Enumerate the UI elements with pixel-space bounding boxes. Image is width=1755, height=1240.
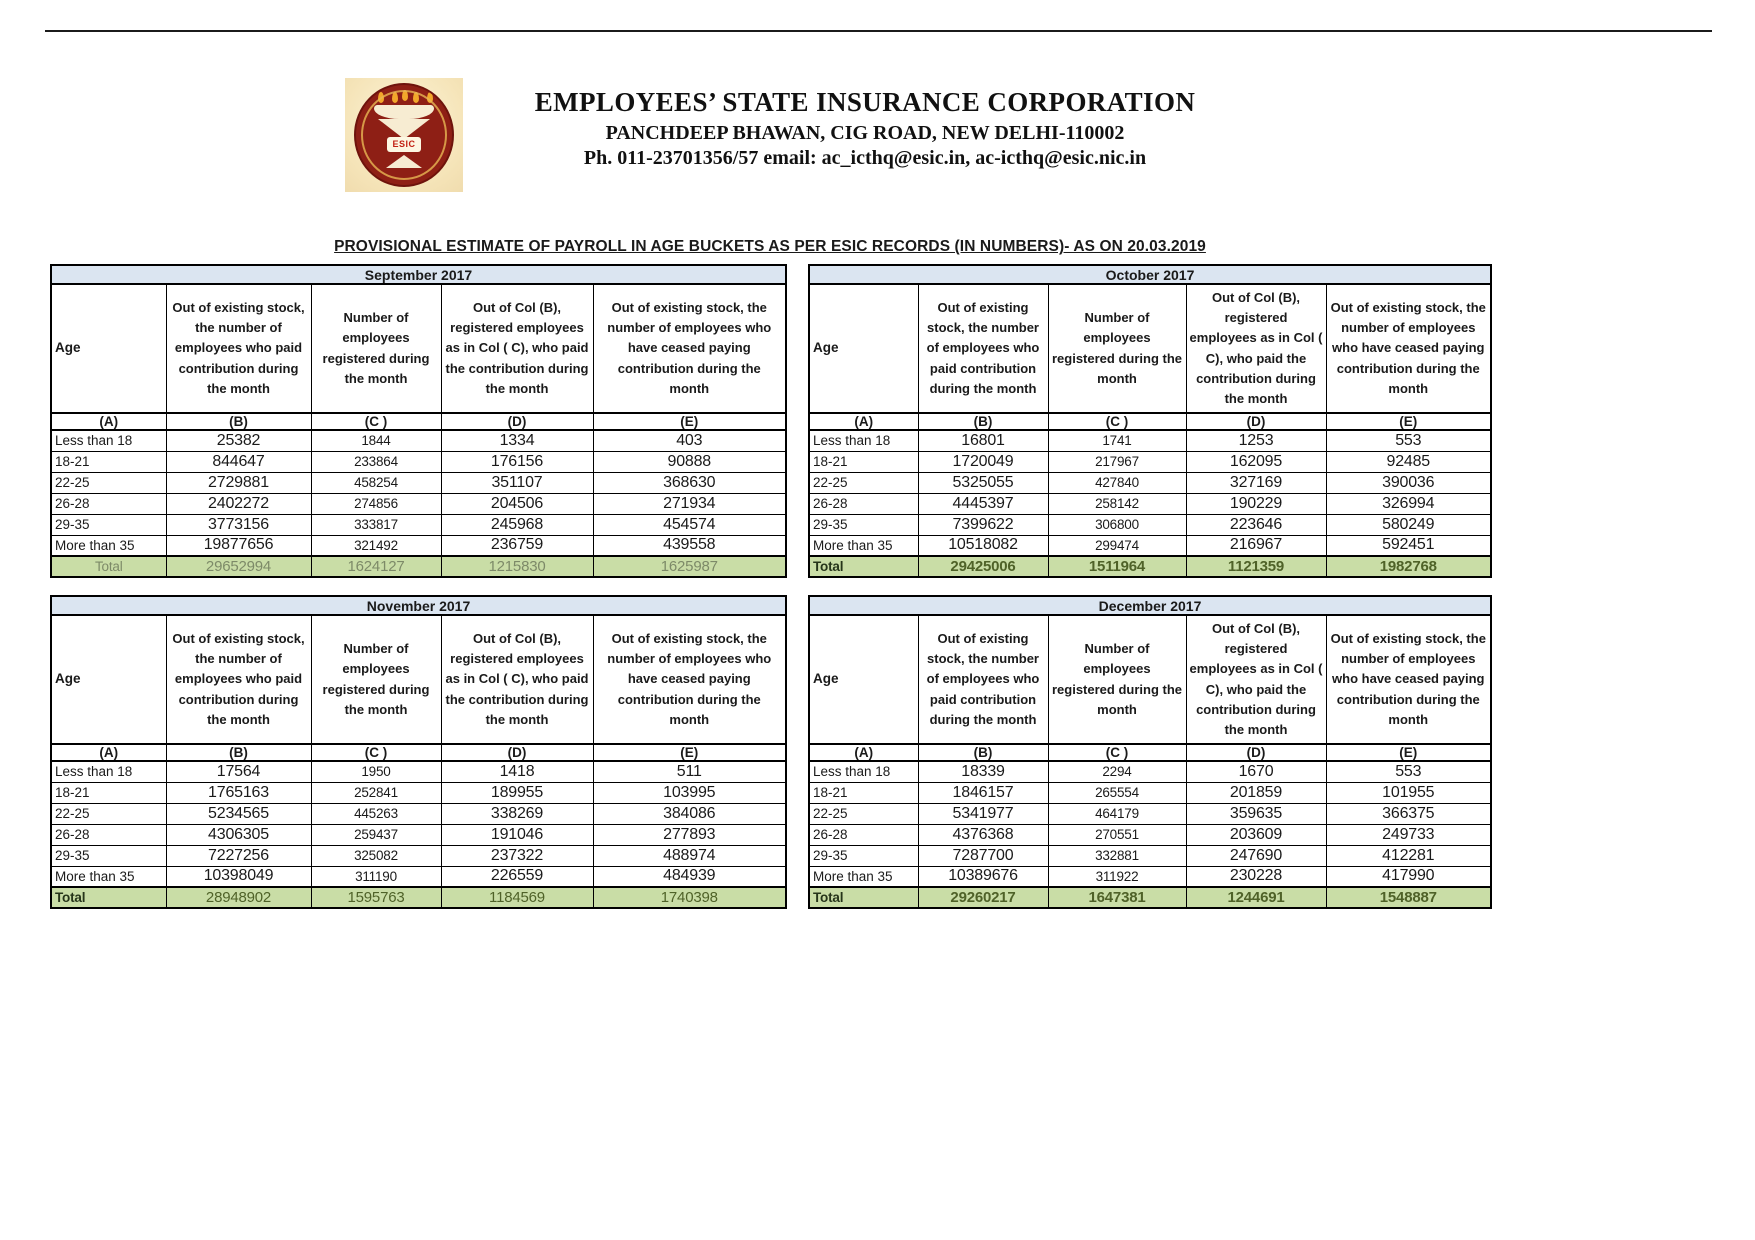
age-bucket-label: Less than 18 bbox=[51, 430, 166, 451]
value-cell: 217967 bbox=[1048, 451, 1186, 472]
age-bucket-label: Less than 18 bbox=[809, 430, 918, 451]
total-value-cell: 1982768 bbox=[1326, 556, 1491, 577]
value-cell: 237322 bbox=[441, 845, 593, 866]
value-cell: 439558 bbox=[593, 535, 786, 556]
value-cell: 189955 bbox=[441, 782, 593, 803]
value-cell: 3773156 bbox=[166, 514, 311, 535]
total-value-cell: 1548887 bbox=[1326, 887, 1491, 908]
payroll-table-november-2017 bbox=[50, 595, 787, 909]
lamp-icon bbox=[374, 105, 434, 119]
value-cell: 844647 bbox=[166, 451, 311, 472]
total-row bbox=[809, 556, 1491, 577]
age-row bbox=[51, 493, 786, 514]
value-cell: 10398049 bbox=[166, 866, 311, 887]
column-header: Age bbox=[51, 615, 166, 744]
age-row bbox=[809, 451, 1491, 472]
value-cell: 245968 bbox=[441, 514, 593, 535]
value-cell: 445263 bbox=[311, 803, 441, 824]
age-row bbox=[51, 866, 786, 887]
total-value-cell: 1215830 bbox=[441, 556, 593, 577]
total-value-cell: 1244691 bbox=[1186, 887, 1326, 908]
value-cell: 7287700 bbox=[918, 845, 1048, 866]
column-header: Out of existing stock, the number of employees who paid contribution during the month bbox=[166, 284, 311, 413]
month-header-row bbox=[809, 265, 1491, 284]
column-header: Out of existing stock, the number of employees who have ceased paying contribution during the month bbox=[1326, 615, 1491, 744]
column-header: Out of existing stock, the number of employees who paid contribution during the month bbox=[166, 615, 311, 744]
total-label: Total bbox=[809, 887, 918, 908]
value-cell: 16801 bbox=[918, 430, 1048, 451]
column-header-row bbox=[51, 615, 786, 744]
value-cell: 390036 bbox=[1326, 472, 1491, 493]
value-cell: 274856 bbox=[311, 493, 441, 514]
age-row bbox=[809, 493, 1491, 514]
total-label: Total bbox=[51, 887, 166, 908]
value-cell: 4376368 bbox=[918, 824, 1048, 845]
column-letter-row bbox=[51, 744, 786, 761]
age-row bbox=[51, 782, 786, 803]
age-bucket-label: 18-21 bbox=[51, 782, 166, 803]
org-header-text bbox=[480, 88, 1250, 170]
table-host-october-2017 bbox=[808, 264, 1490, 578]
value-cell: 19877656 bbox=[166, 535, 311, 556]
value-cell: 333817 bbox=[311, 514, 441, 535]
value-cell: 191046 bbox=[441, 824, 593, 845]
payroll-table-september-2017 bbox=[50, 264, 787, 578]
value-cell: 1741 bbox=[1048, 430, 1186, 451]
value-cell: 484939 bbox=[593, 866, 786, 887]
value-cell: 252841 bbox=[311, 782, 441, 803]
total-value-cell: 29260217 bbox=[918, 887, 1048, 908]
value-cell: 366375 bbox=[1326, 803, 1491, 824]
month-header-row bbox=[51, 596, 786, 615]
org-contact: Ph. 011-23701356/57 email: ac_icthq@esic.in, ac-icthq@esic.nic.in bbox=[583, 146, 1147, 169]
lamp-flame-icon bbox=[378, 92, 384, 103]
value-cell: 1844 bbox=[311, 430, 441, 451]
value-cell: 458254 bbox=[311, 472, 441, 493]
total-value-cell: 1647381 bbox=[1048, 887, 1186, 908]
lamp-icon bbox=[386, 155, 422, 168]
value-cell: 488974 bbox=[593, 845, 786, 866]
value-cell: 223646 bbox=[1186, 514, 1326, 535]
value-cell: 553 bbox=[1326, 761, 1491, 782]
total-value-cell: 1121359 bbox=[1186, 556, 1326, 577]
total-label: Total bbox=[809, 556, 918, 577]
value-cell: 351107 bbox=[441, 472, 593, 493]
column-letter: (C ) bbox=[1048, 744, 1186, 761]
value-cell: 5341977 bbox=[918, 803, 1048, 824]
column-letter: (E) bbox=[1326, 413, 1491, 430]
value-cell: 233864 bbox=[311, 451, 441, 472]
payroll-table-october-2017 bbox=[808, 264, 1492, 578]
column-header: Out of existing stock, the number of employees who have ceased paying contribution during the month bbox=[593, 615, 786, 744]
column-letter: (D) bbox=[441, 744, 593, 761]
value-cell: 580249 bbox=[1326, 514, 1491, 535]
column-header: Age bbox=[809, 615, 918, 744]
column-header: Number of employees registered during the month bbox=[1048, 615, 1186, 744]
age-row bbox=[809, 803, 1491, 824]
age-row bbox=[51, 845, 786, 866]
value-cell: 2294 bbox=[1048, 761, 1186, 782]
age-bucket-label: 18-21 bbox=[809, 782, 918, 803]
value-cell: 412281 bbox=[1326, 845, 1491, 866]
age-row bbox=[809, 535, 1491, 556]
payroll-tables-grid bbox=[50, 264, 1490, 909]
age-row bbox=[809, 514, 1491, 535]
value-cell: 1846157 bbox=[918, 782, 1048, 803]
value-cell: 258142 bbox=[1048, 493, 1186, 514]
value-cell: 2402272 bbox=[166, 493, 311, 514]
value-cell: 592451 bbox=[1326, 535, 1491, 556]
total-value-cell: 1740398 bbox=[593, 887, 786, 908]
column-letter-row bbox=[51, 413, 786, 430]
column-letter: (C ) bbox=[311, 413, 441, 430]
age-row bbox=[809, 472, 1491, 493]
value-cell: 216967 bbox=[1186, 535, 1326, 556]
column-letter-row bbox=[809, 413, 1491, 430]
value-cell: 332881 bbox=[1048, 845, 1186, 866]
age-row bbox=[809, 866, 1491, 887]
value-cell: 1670 bbox=[1186, 761, 1326, 782]
value-cell: 368630 bbox=[593, 472, 786, 493]
age-bucket-label: 29-35 bbox=[809, 845, 918, 866]
total-value-cell: 1511964 bbox=[1048, 556, 1186, 577]
age-bucket-label: 18-21 bbox=[51, 451, 166, 472]
age-bucket-label: 22-25 bbox=[51, 803, 166, 824]
age-bucket-label: 22-25 bbox=[809, 472, 918, 493]
age-row bbox=[809, 845, 1491, 866]
age-bucket-label: More than 35 bbox=[809, 535, 918, 556]
value-cell: 327169 bbox=[1186, 472, 1326, 493]
value-cell: 203609 bbox=[1186, 824, 1326, 845]
value-cell: 454574 bbox=[593, 514, 786, 535]
value-cell: 90888 bbox=[593, 451, 786, 472]
column-letter: (E) bbox=[593, 744, 786, 761]
value-cell: 325082 bbox=[311, 845, 441, 866]
esic-logo-text: ESIC bbox=[387, 137, 421, 152]
value-cell: 10518082 bbox=[918, 535, 1048, 556]
age-row bbox=[51, 761, 786, 782]
value-cell: 5325055 bbox=[918, 472, 1048, 493]
value-cell: 265554 bbox=[1048, 782, 1186, 803]
value-cell: 17564 bbox=[166, 761, 311, 782]
column-letter: (E) bbox=[1326, 744, 1491, 761]
age-row bbox=[809, 430, 1491, 451]
column-header: Out of existing stock, the number of employees who have ceased paying contribution during the month bbox=[593, 284, 786, 413]
age-row bbox=[51, 472, 786, 493]
value-cell: 271934 bbox=[593, 493, 786, 514]
age-bucket-label: More than 35 bbox=[809, 866, 918, 887]
value-cell: 249733 bbox=[1326, 824, 1491, 845]
column-letter: (D) bbox=[1186, 413, 1326, 430]
table-host-november-2017 bbox=[50, 595, 785, 909]
column-header: Out of existing stock, the number of employees who paid contribution during the month bbox=[918, 615, 1048, 744]
column-header-row bbox=[809, 615, 1491, 744]
age-bucket-label: 29-35 bbox=[51, 845, 166, 866]
month-header-row bbox=[809, 596, 1491, 615]
age-bucket-label: 26-28 bbox=[809, 493, 918, 514]
value-cell: 18339 bbox=[918, 761, 1048, 782]
column-letter: (B) bbox=[918, 744, 1048, 761]
payroll-table-december-2017 bbox=[808, 595, 1492, 909]
value-cell: 204506 bbox=[441, 493, 593, 514]
age-row bbox=[51, 451, 786, 472]
column-header: Number of employees registered during the month bbox=[311, 615, 441, 744]
total-row bbox=[51, 556, 786, 577]
value-cell: 2729881 bbox=[166, 472, 311, 493]
esic-logo-oval-icon bbox=[354, 83, 454, 187]
value-cell: 103995 bbox=[593, 782, 786, 803]
value-cell: 427840 bbox=[1048, 472, 1186, 493]
value-cell: 247690 bbox=[1186, 845, 1326, 866]
total-row bbox=[51, 887, 786, 908]
value-cell: 190229 bbox=[1186, 493, 1326, 514]
age-row bbox=[51, 514, 786, 535]
column-letter: (B) bbox=[166, 413, 311, 430]
value-cell: 230228 bbox=[1186, 866, 1326, 887]
column-letter: (B) bbox=[166, 744, 311, 761]
lamp-icon bbox=[378, 119, 430, 139]
total-value-cell: 1625987 bbox=[593, 556, 786, 577]
esic-logo bbox=[345, 78, 463, 192]
value-cell: 259437 bbox=[311, 824, 441, 845]
age-row bbox=[809, 782, 1491, 803]
column-letter: (A) bbox=[809, 413, 918, 430]
value-cell: 270551 bbox=[1048, 824, 1186, 845]
column-header: Out of Col (B), registered employees as in Col ( C), who paid the contribution during the month bbox=[1186, 284, 1326, 413]
column-letter: (C ) bbox=[1048, 413, 1186, 430]
month-header-row bbox=[51, 265, 786, 284]
value-cell: 4306305 bbox=[166, 824, 311, 845]
age-bucket-label: 26-28 bbox=[51, 493, 166, 514]
column-header: Out of existing stock, the number of employees who paid contribution during the month bbox=[918, 284, 1048, 413]
column-header: Age bbox=[51, 284, 166, 413]
value-cell: 10389676 bbox=[918, 866, 1048, 887]
lamp-flame-icon bbox=[427, 92, 433, 103]
age-bucket-label: More than 35 bbox=[51, 866, 166, 887]
value-cell: 25382 bbox=[166, 430, 311, 451]
age-row bbox=[809, 824, 1491, 845]
month-label: November 2017 bbox=[51, 596, 786, 615]
age-bucket-label: 26-28 bbox=[51, 824, 166, 845]
column-header: Number of employees registered during the month bbox=[1048, 284, 1186, 413]
value-cell: 5234565 bbox=[166, 803, 311, 824]
value-cell: 311190 bbox=[311, 866, 441, 887]
age-bucket-label: 29-35 bbox=[51, 514, 166, 535]
month-label: December 2017 bbox=[809, 596, 1491, 615]
value-cell: 226559 bbox=[441, 866, 593, 887]
column-header-row bbox=[809, 284, 1491, 413]
age-row bbox=[51, 824, 786, 845]
value-cell: 1950 bbox=[311, 761, 441, 782]
value-cell: 511 bbox=[593, 761, 786, 782]
age-bucket-label: 22-25 bbox=[51, 472, 166, 493]
column-header: Out of Col (B), registered employees as in Col ( C), who paid the contribution during the month bbox=[441, 284, 593, 413]
total-row bbox=[809, 887, 1491, 908]
value-cell: 311922 bbox=[1048, 866, 1186, 887]
age-row bbox=[51, 430, 786, 451]
lamp-flame-icon bbox=[392, 92, 398, 103]
value-cell: 299474 bbox=[1048, 535, 1186, 556]
age-bucket-label: 22-25 bbox=[809, 803, 918, 824]
age-bucket-label: Less than 18 bbox=[809, 761, 918, 782]
value-cell: 92485 bbox=[1326, 451, 1491, 472]
column-header: Number of employees registered during the month bbox=[311, 284, 441, 413]
value-cell: 338269 bbox=[441, 803, 593, 824]
column-letter: (D) bbox=[441, 413, 593, 430]
column-header-row bbox=[51, 284, 786, 413]
column-header: Out of existing stock, the number of employees who have ceased paying contribution during the month bbox=[1326, 284, 1491, 413]
value-cell: 403 bbox=[593, 430, 786, 451]
value-cell: 201859 bbox=[1186, 782, 1326, 803]
column-header: Out of Col (B), registered employees as in Col ( C), who paid the contribution during the month bbox=[441, 615, 593, 744]
value-cell: 359635 bbox=[1186, 803, 1326, 824]
lamp-flame-icon bbox=[413, 92, 419, 103]
value-cell: 306800 bbox=[1048, 514, 1186, 535]
value-cell: 4445397 bbox=[918, 493, 1048, 514]
value-cell: 1334 bbox=[441, 430, 593, 451]
column-header: Age bbox=[809, 284, 918, 413]
total-value-cell: 1595763 bbox=[311, 887, 441, 908]
month-label: September 2017 bbox=[51, 265, 786, 284]
age-bucket-label: Less than 18 bbox=[51, 761, 166, 782]
value-cell: 277893 bbox=[593, 824, 786, 845]
column-letter: (D) bbox=[1186, 744, 1326, 761]
lamp-flame-icon bbox=[402, 90, 408, 101]
column-letter: (A) bbox=[809, 744, 918, 761]
value-cell: 326994 bbox=[1326, 493, 1491, 514]
total-value-cell: 29652994 bbox=[166, 556, 311, 577]
value-cell: 7227256 bbox=[166, 845, 311, 866]
value-cell: 101955 bbox=[1326, 782, 1491, 803]
total-value-cell: 1624127 bbox=[311, 556, 441, 577]
column-letter: (B) bbox=[918, 413, 1048, 430]
letterhead bbox=[0, 0, 1755, 200]
age-bucket-label: More than 35 bbox=[51, 535, 166, 556]
value-cell: 417990 bbox=[1326, 866, 1491, 887]
table-host-december-2017 bbox=[808, 595, 1490, 909]
column-letter: (C ) bbox=[311, 744, 441, 761]
month-label: October 2017 bbox=[809, 265, 1491, 284]
value-cell: 321492 bbox=[311, 535, 441, 556]
age-row bbox=[51, 803, 786, 824]
value-cell: 553 bbox=[1326, 430, 1491, 451]
total-value-cell: 1184569 bbox=[441, 887, 593, 908]
value-cell: 176156 bbox=[441, 451, 593, 472]
value-cell: 1765163 bbox=[166, 782, 311, 803]
document-title: PROVISIONAL ESTIMATE OF PAYROLL IN AGE BUCKETS AS PER ESIC RECORDS (IN NUMBERS)- AS ON 20.03.2019 bbox=[334, 238, 1206, 255]
value-cell: 236759 bbox=[441, 535, 593, 556]
total-value-cell: 28948902 bbox=[166, 887, 311, 908]
age-row bbox=[51, 535, 786, 556]
column-header: Out of Col (B), registered employees as in Col ( C), who paid the contribution during the month bbox=[1186, 615, 1326, 744]
age-bucket-label: 26-28 bbox=[809, 824, 918, 845]
value-cell: 162095 bbox=[1186, 451, 1326, 472]
total-value-cell: 29425006 bbox=[918, 556, 1048, 577]
value-cell: 7399622 bbox=[918, 514, 1048, 535]
total-label: Total bbox=[51, 556, 166, 577]
age-row bbox=[809, 761, 1491, 782]
value-cell: 1253 bbox=[1186, 430, 1326, 451]
column-letter: (E) bbox=[593, 413, 786, 430]
age-bucket-label: 18-21 bbox=[809, 451, 918, 472]
column-letter-row bbox=[809, 744, 1491, 761]
value-cell: 384086 bbox=[593, 803, 786, 824]
value-cell: 1720049 bbox=[918, 451, 1048, 472]
value-cell: 464179 bbox=[1048, 803, 1186, 824]
table-host-september-2017 bbox=[50, 264, 785, 578]
column-letter: (A) bbox=[51, 413, 166, 430]
age-bucket-label: 29-35 bbox=[809, 514, 918, 535]
column-letter: (A) bbox=[51, 744, 166, 761]
org-name: EMPLOYEES’ STATE INSURANCE CORPORATION bbox=[534, 87, 1196, 117]
value-cell: 1418 bbox=[441, 761, 593, 782]
org-address: PANCHDEEP BHAWAN, CIG ROAD, NEW DELHI-110002 bbox=[605, 121, 1125, 144]
